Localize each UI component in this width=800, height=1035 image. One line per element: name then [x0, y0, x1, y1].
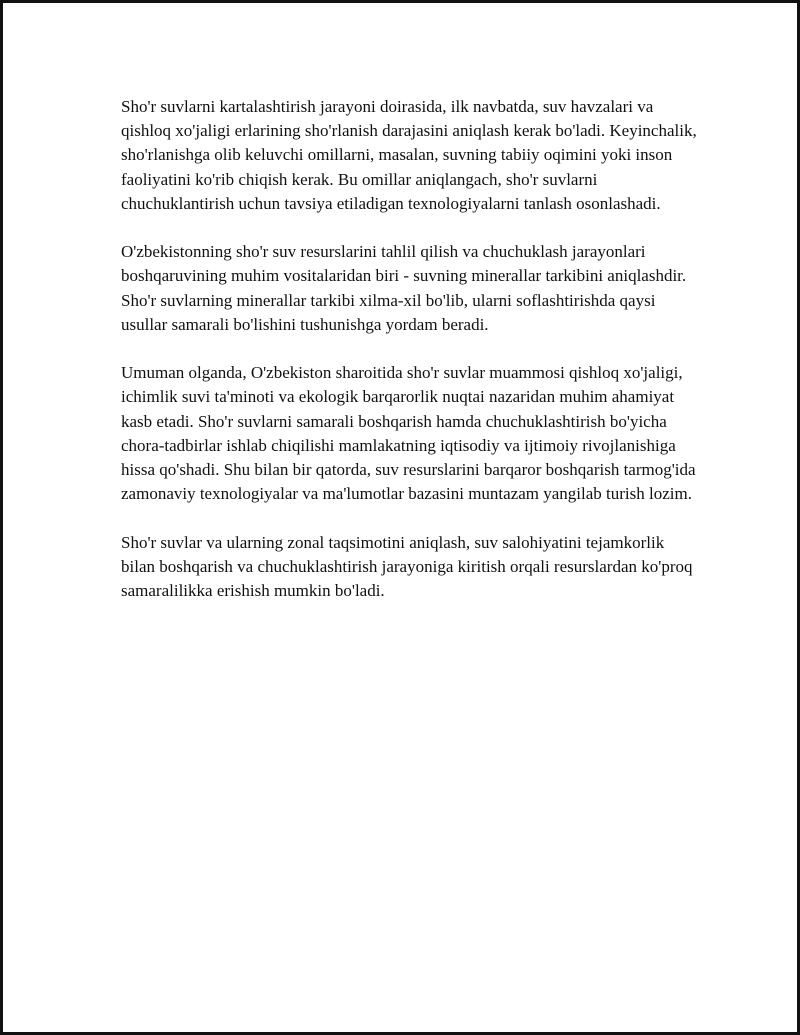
paragraph-4: Sho'r suvlar va ularning zonal taqsimotini aniqlash, suv salohiyatini tejamkorlik bilan boshqarish va chuchuklashtirish jarayoniga kiritish orqali resurslardan ko'proq samaralilikka erishish mumkin bo'ladi.: [121, 532, 693, 601]
paragraph-3: Umuman olganda, O'zbekiston sharoitida sho'r suvlar muammosi qishloq xo'jaligi, ichimlik suvi ta'minoti va ekologik barqarorlik nuqtai nazaridan muhim ahamiyat kasb etadi. Sho'r suvlarni samarali boshqarish hamda chuchuklashtirish bo'yicha chora-tadbirlar ishlab chiqilishi mamlakatning iqtisodiy va ijtimoiy rivojlanishiga hissa qo'shadi. Shu bilan bir qatorda, suv resurslarini barqaror boshqarish tarmog'ida zamonaviy texnologiyalar va ma'lumotlar bazasini muntazam yangilab turish lozim.: [121, 363, 696, 504]
paragraph-1: Sho'r suvlarni kartalashtirish jarayoni doirasida, ilk navbatda, suv havzalari va qishloq xo'jaligi erlarining sho'rlanish darajasini aniqlash kerak bo'ladi. Keyinchalik, sho'rlanishga olib keluvchi omillarni, masalan, suvning tabiiy oqimini yoki inson faoliyatini ko'rib chiqish kerak. Bu omillar aniqlangach, sho'r suvlarni chuchuklantirish uchun tavsiya etiladigan texnologiyalarni tanlash osonlashadi.: [121, 97, 697, 213]
paragraph-2: O'zbekistonning sho'r suv resurslarini tahlil qilish va chuchuklash jarayonlari boshqaruvining muhim vositalaridan biri - suvning minerallar tarkibini aniqlashdir. Sho'r suvlarning minerallar tarkibi xilma-xil bo'lib, ularni soflashtirishda qaysi usullar samarali bo'lishini tushunishga yordam beradi.: [121, 242, 687, 334]
document-body: [121, 95, 701, 627]
